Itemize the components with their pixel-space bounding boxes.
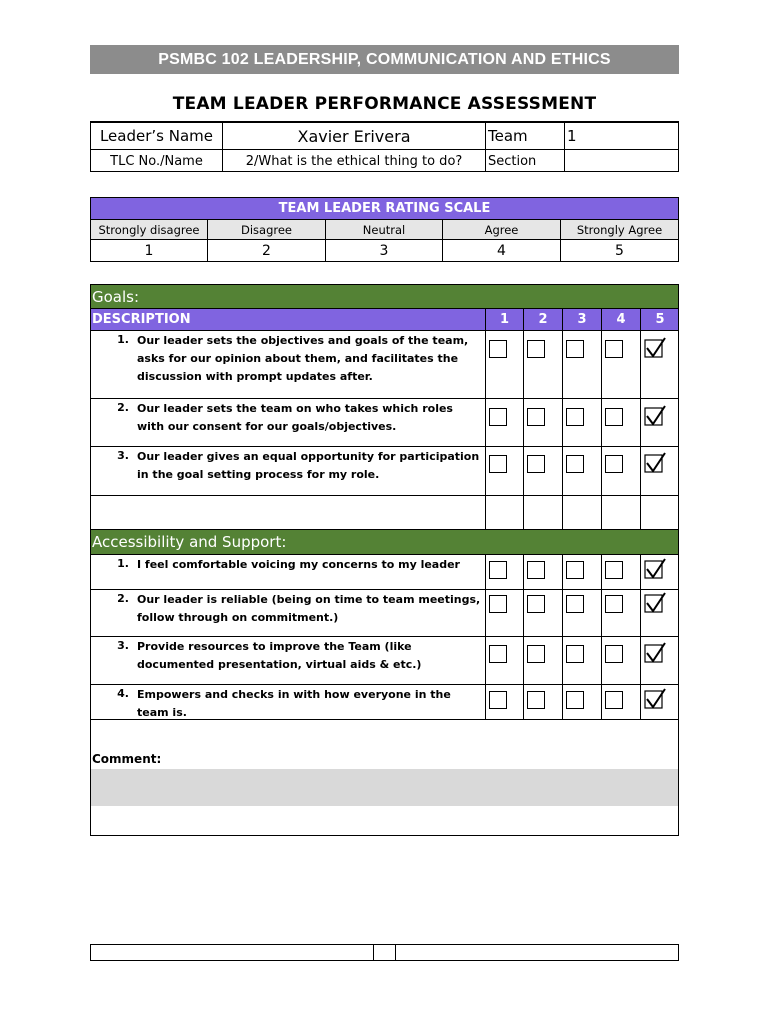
question-row xyxy=(91,555,678,590)
checkbox[interactable] xyxy=(605,691,623,709)
column-divider xyxy=(562,399,563,447)
question-text: Our leader is reliable (being on time to team meetings, follow through on commitment.) xyxy=(137,593,481,624)
column-divider xyxy=(562,555,563,590)
comment-field[interactable] xyxy=(91,769,678,806)
column-divider xyxy=(601,496,602,530)
section-value[interactable] xyxy=(565,150,678,172)
column-divider xyxy=(523,685,524,720)
checkbox[interactable] xyxy=(489,561,507,579)
column-divider xyxy=(601,447,602,496)
checkbox[interactable] xyxy=(566,340,584,358)
footer-divider xyxy=(395,945,396,960)
column-divider xyxy=(640,637,641,685)
goals-heading: Goals: xyxy=(91,285,678,309)
checkbox[interactable] xyxy=(605,455,623,473)
checked-checkbox-icon[interactable] xyxy=(644,642,666,664)
checkbox[interactable] xyxy=(566,455,584,473)
blank-row xyxy=(91,496,678,530)
checked-checkbox-icon[interactable] xyxy=(644,592,666,614)
column-divider xyxy=(640,590,641,637)
question-row xyxy=(91,637,678,685)
rating-number: 2 xyxy=(208,240,326,261)
column-divider xyxy=(523,590,524,637)
question-row xyxy=(91,685,678,720)
question-number: 1. xyxy=(117,557,129,570)
column-divider xyxy=(601,685,602,720)
column-divider xyxy=(562,496,563,530)
column-divider xyxy=(485,590,486,637)
team-value[interactable]: 1 xyxy=(565,123,678,150)
checked-checkbox-icon[interactable] xyxy=(644,337,666,359)
checkbox[interactable] xyxy=(566,408,584,426)
column-divider xyxy=(562,447,563,496)
column-divider xyxy=(601,637,602,685)
team-label: Team xyxy=(486,123,565,150)
checked-checkbox-icon[interactable] xyxy=(644,452,666,474)
page-title: TEAM LEADER PERFORMANCE ASSESSMENT xyxy=(172,94,597,114)
checkbox[interactable] xyxy=(605,645,623,663)
question-number: 2. xyxy=(117,592,129,605)
rating-scale-title: TEAM LEADER RATING SCALE xyxy=(91,198,678,220)
rating-label: Disagree xyxy=(208,220,326,240)
rating-column-header: 3 xyxy=(562,309,601,330)
question-number: 1. xyxy=(117,333,129,346)
column-divider xyxy=(485,637,486,685)
checkbox[interactable] xyxy=(527,408,545,426)
checkbox[interactable] xyxy=(527,561,545,579)
column-divider xyxy=(562,331,563,399)
column-divider xyxy=(485,399,486,447)
column-divider xyxy=(640,331,641,399)
checkbox[interactable] xyxy=(605,561,623,579)
checkbox[interactable] xyxy=(527,455,545,473)
checkbox[interactable] xyxy=(605,595,623,613)
checkbox[interactable] xyxy=(489,595,507,613)
rating-label: Strongly disagree xyxy=(91,220,208,240)
column-divider xyxy=(523,637,524,685)
column-divider xyxy=(485,685,486,720)
rating-number: 5 xyxy=(615,242,624,259)
checkbox[interactable] xyxy=(489,455,507,473)
leader-info-table xyxy=(90,121,679,172)
column-divider xyxy=(601,399,602,447)
rating-number: 1 xyxy=(91,240,208,261)
rating-label: Neutral xyxy=(326,220,443,240)
question-text: I feel comfortable voicing my concerns to my leader xyxy=(137,558,460,571)
checkbox[interactable] xyxy=(566,645,584,663)
checkbox[interactable] xyxy=(489,408,507,426)
question-row xyxy=(91,447,678,496)
rating-label: Strongly Agree xyxy=(561,220,678,240)
column-divider xyxy=(562,590,563,637)
leader-name-label: Leader’s Name xyxy=(91,123,223,150)
checkbox[interactable] xyxy=(566,561,584,579)
rating-column-header: 5 xyxy=(640,309,679,330)
checkbox[interactable] xyxy=(566,691,584,709)
column-divider xyxy=(523,496,524,530)
rating-column-header: 4 xyxy=(601,309,640,330)
column-divider xyxy=(640,555,641,590)
column-divider xyxy=(640,685,641,720)
column-divider xyxy=(523,399,524,447)
column-divider xyxy=(485,447,486,496)
checkbox[interactable] xyxy=(527,691,545,709)
section-label: Section xyxy=(486,150,565,172)
checkbox[interactable] xyxy=(605,340,623,358)
question-row xyxy=(91,590,678,637)
rating-label: Agree xyxy=(443,220,561,240)
checkbox[interactable] xyxy=(527,645,545,663)
rating-column-header: 2 xyxy=(523,309,562,330)
description-header-row xyxy=(91,309,678,331)
tlc-value[interactable]: 2/What is the ethical thing to do? xyxy=(223,150,486,172)
question-number: 3. xyxy=(117,639,129,652)
question-text: Our leader sets the objectives and goals of the team, asks for our opinion about them, and facilitates the discussion with prompt updates after. xyxy=(137,334,469,383)
column-divider xyxy=(640,447,641,496)
column-divider xyxy=(485,331,486,399)
rating-number: 3 xyxy=(326,240,443,261)
question-number: 2. xyxy=(117,401,129,414)
checked-checkbox-icon[interactable] xyxy=(644,405,666,427)
question-text: Empowers and checks in with how everyone in the team is. xyxy=(137,688,451,719)
column-divider xyxy=(485,555,486,590)
comment-label: Comment: xyxy=(92,752,162,766)
checkbox[interactable] xyxy=(489,645,507,663)
checkbox[interactable] xyxy=(489,340,507,358)
question-row xyxy=(91,399,678,447)
column-divider xyxy=(485,496,486,530)
question-row xyxy=(91,331,678,399)
assessment-table xyxy=(90,284,679,836)
tlc-label: TLC No./Name xyxy=(91,150,223,172)
column-divider xyxy=(562,637,563,685)
footer-divider xyxy=(373,945,374,960)
column-divider xyxy=(601,331,602,399)
checkbox[interactable] xyxy=(489,691,507,709)
footer-table xyxy=(90,944,679,961)
column-divider xyxy=(562,685,563,720)
rating-column-header: 1 xyxy=(485,309,523,330)
question-text: Our leader gives an equal opportunity for participation in the goal setting process for my role. xyxy=(137,450,480,481)
checkbox[interactable] xyxy=(566,595,584,613)
column-divider xyxy=(640,496,641,530)
rating-number: 4 xyxy=(443,240,561,261)
checkbox[interactable] xyxy=(605,408,623,426)
question-text: Our leader sets the team on who takes which roles with our consent for our goals/objectives. xyxy=(137,402,453,433)
column-divider xyxy=(523,555,524,590)
column-divider xyxy=(523,447,524,496)
question-number: 4. xyxy=(117,687,129,700)
checked-checkbox-icon[interactable] xyxy=(644,558,666,580)
checkbox[interactable] xyxy=(527,340,545,358)
question-text: Provide resources to improve the Team (like documented presentation, virtual aids & etc.) xyxy=(137,640,422,671)
checkbox[interactable] xyxy=(527,595,545,613)
checked-checkbox-icon[interactable] xyxy=(644,688,666,710)
question-number: 3. xyxy=(117,449,129,462)
description-label: DESCRIPTION xyxy=(92,312,191,327)
rating-scale-table xyxy=(90,197,679,262)
course-banner: PSMBC 102 LEADERSHIP, COMMUNICATION AND ETHICS xyxy=(90,45,679,74)
leader-name-value[interactable]: Xavier Erivera xyxy=(223,123,486,150)
column-divider xyxy=(523,331,524,399)
accessibility-heading: Accessibility and Support: xyxy=(91,530,678,555)
column-divider xyxy=(640,399,641,447)
column-divider xyxy=(601,590,602,637)
column-divider xyxy=(601,555,602,590)
